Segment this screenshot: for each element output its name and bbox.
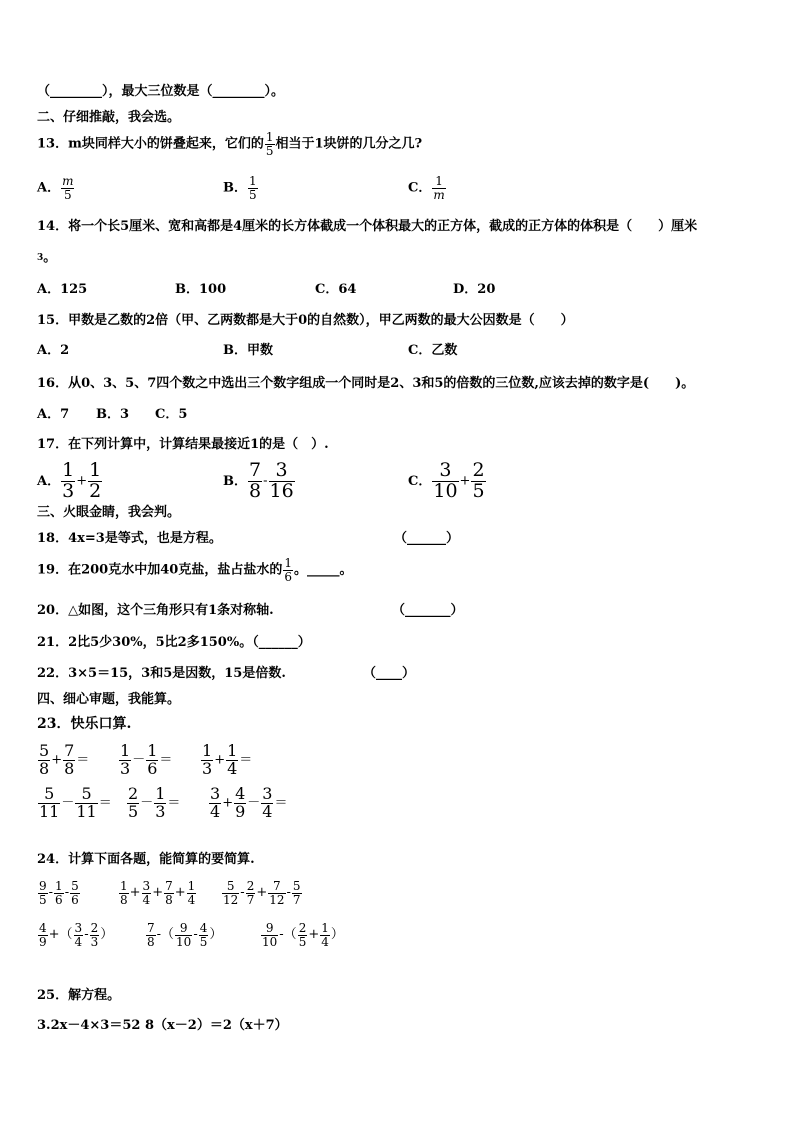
oral-calc-item xyxy=(37,786,112,821)
fraction xyxy=(320,922,330,948)
fraction-part: 4 xyxy=(187,892,196,907)
fraction-part: 10 xyxy=(433,479,458,502)
question-18: 18．4x=3是等式，也是方程。 xyxy=(37,531,222,546)
q15-option-b[interactable]: B．甲数 xyxy=(223,343,273,358)
fraction-part: 9 xyxy=(39,879,47,893)
math-operator: + xyxy=(459,473,471,489)
fraction xyxy=(70,880,80,906)
fraction xyxy=(209,786,221,821)
math-operator: ） xyxy=(330,927,344,943)
question-15: 15．甲数是乙数的2倍（甲、乙两数都是大于0的自然数），甲乙两数的最大公因数是（ ） xyxy=(37,313,574,328)
math-operator: + xyxy=(51,752,63,768)
fraction-part: 1 xyxy=(187,879,196,893)
fraction-part: 9 xyxy=(39,934,47,949)
calc-item xyxy=(118,880,197,906)
oral-calc-item xyxy=(37,743,89,778)
fraction xyxy=(283,557,293,583)
calc-item xyxy=(37,880,81,906)
fraction-part: 5 xyxy=(75,786,97,804)
fraction-part: 5 xyxy=(38,786,60,804)
fraction-part: 5 xyxy=(249,187,257,202)
fraction-part: 8 xyxy=(64,758,75,778)
math-operator: - xyxy=(240,885,245,901)
fraction xyxy=(146,743,158,778)
fraction-part: 4 xyxy=(74,934,83,949)
fraction xyxy=(119,743,131,778)
fraction-part: 5 xyxy=(199,934,208,949)
fraction-part: 4 xyxy=(39,921,47,935)
fraction-part: 4 xyxy=(227,758,238,778)
fraction-part: 5 xyxy=(128,801,139,821)
answer-blank[interactable]: ______ xyxy=(258,635,298,650)
fraction-part: 1 xyxy=(62,459,75,481)
q13-option-b[interactable]: B． $\frac{1}{5}$ xyxy=(223,174,257,202)
fraction-part: 3 xyxy=(142,879,151,893)
fraction-part: 2 xyxy=(298,921,307,935)
fraction xyxy=(187,880,197,906)
fraction-part: 8 xyxy=(249,479,262,502)
q14-option-a[interactable]: A．125 xyxy=(37,282,88,297)
fraction xyxy=(38,880,48,906)
math-operator: - xyxy=(84,927,89,943)
fraction-part: 4 xyxy=(235,784,246,803)
fraction-part: 6 xyxy=(147,758,158,778)
question-17: 17．在下列计算中，计算结果最接近1的是（ ）. xyxy=(37,437,329,452)
fraction-part: 3 xyxy=(90,934,99,949)
math-operator: － xyxy=(132,752,146,768)
math-operator: +（ xyxy=(48,927,73,943)
fraction-part: 2 xyxy=(246,879,255,893)
fraction-part: 2 xyxy=(89,479,102,502)
oral-calc-item xyxy=(126,786,180,821)
fraction xyxy=(248,175,258,201)
q17-option-c[interactable]: C． $\frac{3}{10}$ + $\frac{2}{5}$ xyxy=(408,459,485,502)
fraction-part: 3 xyxy=(210,784,221,803)
fraction xyxy=(226,743,238,778)
math-operator: - xyxy=(48,885,54,901)
fraction-part: 1 xyxy=(227,741,238,760)
fraction xyxy=(142,880,152,906)
math-operator: + xyxy=(222,795,234,811)
fraction-part: 7 xyxy=(165,879,173,893)
fraction-part: 1 xyxy=(432,175,445,189)
q16-option-b[interactable]: B．3 xyxy=(96,407,130,422)
fraction-part: 9 xyxy=(261,922,278,936)
math-operator: － xyxy=(61,795,75,811)
fraction xyxy=(63,743,75,778)
fraction-part: m xyxy=(62,174,74,188)
fraction xyxy=(298,922,308,948)
fraction-part: 16 xyxy=(269,479,294,502)
fraction-part: 4 xyxy=(210,801,221,821)
fraction xyxy=(146,922,156,948)
fraction-part: 4 xyxy=(199,921,208,935)
math-operator: + xyxy=(256,885,268,901)
fraction-part: 2 xyxy=(128,784,139,803)
fraction-part: 3 xyxy=(62,479,75,502)
q17-option-a[interactable]: A． $\frac{1}{3}$ + $\frac{1}{2}$ xyxy=(37,459,102,502)
fraction-part: 5 xyxy=(472,479,485,502)
math-operator: ） xyxy=(100,927,114,943)
fraction xyxy=(261,922,278,948)
calc-item xyxy=(260,922,344,948)
fraction xyxy=(38,743,50,778)
oral-calc-item xyxy=(200,743,252,778)
fraction-part: 12 xyxy=(269,892,285,907)
fraction-part: 3 xyxy=(120,758,131,778)
fraction-part: 5 xyxy=(292,879,301,893)
fraction-part: 7 xyxy=(246,892,255,907)
fraction-part: 1 xyxy=(55,879,63,893)
math-operator: + xyxy=(308,927,320,943)
fraction xyxy=(432,175,445,201)
question-20: 20．△如图，这个三角形只有1条对称轴. xyxy=(37,603,274,618)
question-25-title: 25．解方程。 xyxy=(37,988,121,1003)
fraction-part: 5 xyxy=(39,741,50,760)
fraction-part: 11 xyxy=(76,801,97,821)
fraction-part: 3 xyxy=(262,784,273,803)
math-operator: - xyxy=(286,885,291,901)
question-24-title: 24．计算下面各题，能简算的要简算. xyxy=(37,852,255,867)
fraction-part: 1 xyxy=(249,174,257,188)
fraction-part: 1 xyxy=(147,741,158,760)
math-operator: ＝ xyxy=(159,752,173,768)
fraction xyxy=(164,880,174,906)
fraction-part: 10 xyxy=(176,934,192,949)
fraction-part: 5 xyxy=(265,143,274,158)
q15-option-c[interactable]: C．乙数 xyxy=(408,343,458,358)
fraction-part: 3 xyxy=(269,461,295,482)
question-19: 19．在200克水中加40克盐，盐占盐水的 $\frac{1}{6}$ 。_____。 xyxy=(37,556,353,584)
q16-option-a[interactable]: A．7 xyxy=(37,407,70,422)
fraction-part: 6 xyxy=(284,569,292,584)
question-21: 21．2比5少30%，5比2多150%。（______） xyxy=(37,635,311,650)
fraction-part: 3 xyxy=(432,461,458,482)
math-operator: ＝ xyxy=(239,752,253,768)
calc-item xyxy=(37,922,113,948)
fraction xyxy=(38,786,60,821)
fraction-part: 6 xyxy=(71,892,79,907)
fraction-part: 2 xyxy=(472,459,485,481)
q17-option-b[interactable]: B． $\frac{7}{8}$ - $\frac{3}{16}$ xyxy=(223,459,294,502)
calc-item xyxy=(221,880,303,906)
fraction xyxy=(61,175,74,201)
math-operator: + xyxy=(129,885,141,901)
fraction-part: 1 xyxy=(265,130,274,144)
q14-option-b[interactable]: B．100 xyxy=(175,282,227,297)
fraction xyxy=(261,786,273,821)
fraction xyxy=(154,786,166,821)
math-operator: ＝ xyxy=(274,795,288,811)
fraction-part: 12 xyxy=(223,892,239,907)
fraction xyxy=(199,922,209,948)
fraction-part: 3 xyxy=(202,758,213,778)
q22-answer-blank[interactable]: （____） xyxy=(363,666,416,681)
math-operator: + xyxy=(152,885,164,901)
fraction-part: 1 xyxy=(321,921,329,935)
fraction-part: 5 xyxy=(298,934,307,949)
answer-blank[interactable]: ________ xyxy=(212,84,265,99)
fraction-part: 8 xyxy=(165,892,173,907)
fraction xyxy=(54,880,64,906)
question-22: 22．3×5＝15，3和5是因数，15是倍数. xyxy=(37,666,286,681)
fraction-part: 7 xyxy=(147,921,155,935)
question-23-title: 23．快乐口算. xyxy=(37,716,132,732)
math-operator: ＝ xyxy=(98,795,112,811)
fraction-part: 7 xyxy=(292,892,301,907)
fraction-part: 5 xyxy=(71,879,79,893)
question-14: 14．将一个长5厘米、宽和高都是4厘米的长方体截成一个体积最大的正方体，截成的正方体的体积是（ ）厘米 xyxy=(37,219,698,234)
fraction xyxy=(292,880,302,906)
fraction-part: 4 xyxy=(321,934,329,949)
fraction xyxy=(88,461,102,502)
fraction xyxy=(268,880,285,906)
fraction xyxy=(246,880,256,906)
math-operator: ＝ xyxy=(167,795,181,811)
fraction-part: 5 xyxy=(39,892,47,907)
math-operator: + xyxy=(76,473,88,489)
math-operator: - xyxy=(263,473,268,489)
question-13: 13．m块同样大小的饼叠起来，它们的 $\frac{1}{5}$ 相当于1块饼的几分之几? xyxy=(37,130,423,158)
fraction-part: 6 xyxy=(55,892,63,907)
fraction-part: 1 xyxy=(202,741,213,760)
math-operator: -（ xyxy=(156,927,175,943)
fraction xyxy=(432,461,458,502)
fraction xyxy=(74,922,84,948)
q13-option-c[interactable]: C． $\frac{1}{m}$ xyxy=(408,174,445,202)
fraction xyxy=(234,786,246,821)
fraction-part: 11 xyxy=(39,801,60,821)
fraction xyxy=(471,461,485,502)
fraction-part: 1 xyxy=(120,879,128,893)
fraction-part: 4 xyxy=(262,801,273,821)
question-16: 16．从0、3、5、7四个数之中选出三个数字组成一个同时是2、3和5的倍数的三位数,应该去掉的数字是( )。 xyxy=(37,376,695,391)
math-operator: - xyxy=(64,885,70,901)
fraction xyxy=(90,922,100,948)
fraction-part: 1 xyxy=(155,784,166,803)
fraction-part: 8 xyxy=(39,758,50,778)
fraction xyxy=(127,786,139,821)
math-operator: - xyxy=(193,927,198,943)
fraction-part: 8 xyxy=(147,934,155,949)
q12-tail: （________），最大三位数是（________）。 xyxy=(37,84,285,99)
q14-option-d[interactable]: D．20 xyxy=(453,282,496,297)
fraction xyxy=(175,922,192,948)
math-operator: ＝ xyxy=(76,752,90,768)
fraction xyxy=(269,461,295,502)
section-3-heading: 三、火眼金睛，我会判。 xyxy=(37,505,181,520)
fraction xyxy=(201,743,213,778)
fraction xyxy=(38,922,48,948)
math-operator: + xyxy=(174,885,186,901)
fraction-part: 8 xyxy=(120,892,128,907)
q13-option-a[interactable]: A． $\frac{m}{5}$ xyxy=(37,174,74,202)
fraction-part: 2 xyxy=(90,921,99,935)
q20-answer-blank[interactable]: （_______） xyxy=(392,603,464,618)
section-2-heading: 二、仔细推敲，我会选。 xyxy=(37,110,181,125)
fraction xyxy=(119,880,129,906)
calc-item xyxy=(145,922,222,948)
fraction-part: 3 xyxy=(74,921,83,935)
fraction xyxy=(61,461,75,502)
answer-blank[interactable]: ________ xyxy=(50,84,103,99)
fraction-part: 7 xyxy=(249,459,262,481)
equation-2: 8（x－2）＝2（x＋7） xyxy=(145,1018,288,1033)
math-operator: － xyxy=(140,795,154,811)
fraction-part: 3 xyxy=(155,801,166,821)
fraction-part: 7 xyxy=(268,880,285,894)
oral-calc-item xyxy=(208,786,288,821)
math-operator: － xyxy=(247,795,261,811)
fraction-part: 9 xyxy=(235,801,246,821)
q18-answer-blank[interactable]: （______） xyxy=(394,531,460,546)
section-4-heading: 四、细心审题，我能算。 xyxy=(37,692,181,707)
answer-blank[interactable]: _____ xyxy=(306,562,340,578)
q14-unit-sup: $^3$。 xyxy=(37,250,57,265)
q14-option-c[interactable]: C．64 xyxy=(315,282,357,297)
fraction-part: 9 xyxy=(175,922,192,936)
fraction-part: 7 xyxy=(64,741,75,760)
fraction xyxy=(248,461,262,502)
math-operator: + xyxy=(214,752,226,768)
fraction-part: 5 xyxy=(63,187,72,202)
fraction xyxy=(222,880,239,906)
fraction-part: m xyxy=(433,187,445,202)
fraction xyxy=(75,786,97,821)
fraction-part: 1 xyxy=(89,459,102,481)
fraction-part: 5 xyxy=(222,880,239,894)
fraction-part: 10 xyxy=(262,934,278,949)
oral-calc-item xyxy=(118,743,172,778)
fraction xyxy=(265,131,275,157)
math-operator: ） xyxy=(209,927,223,943)
q15-option-a[interactable]: A．2 xyxy=(37,343,70,358)
fraction-part: 1 xyxy=(120,741,131,760)
math-operator: -（ xyxy=(279,927,297,943)
fraction-part: 1 xyxy=(284,556,292,570)
q16-option-c[interactable]: C．5 xyxy=(155,407,188,422)
fraction-part: 4 xyxy=(142,892,151,907)
equation-1: 3.2x－4×3＝52 xyxy=(37,1018,141,1033)
